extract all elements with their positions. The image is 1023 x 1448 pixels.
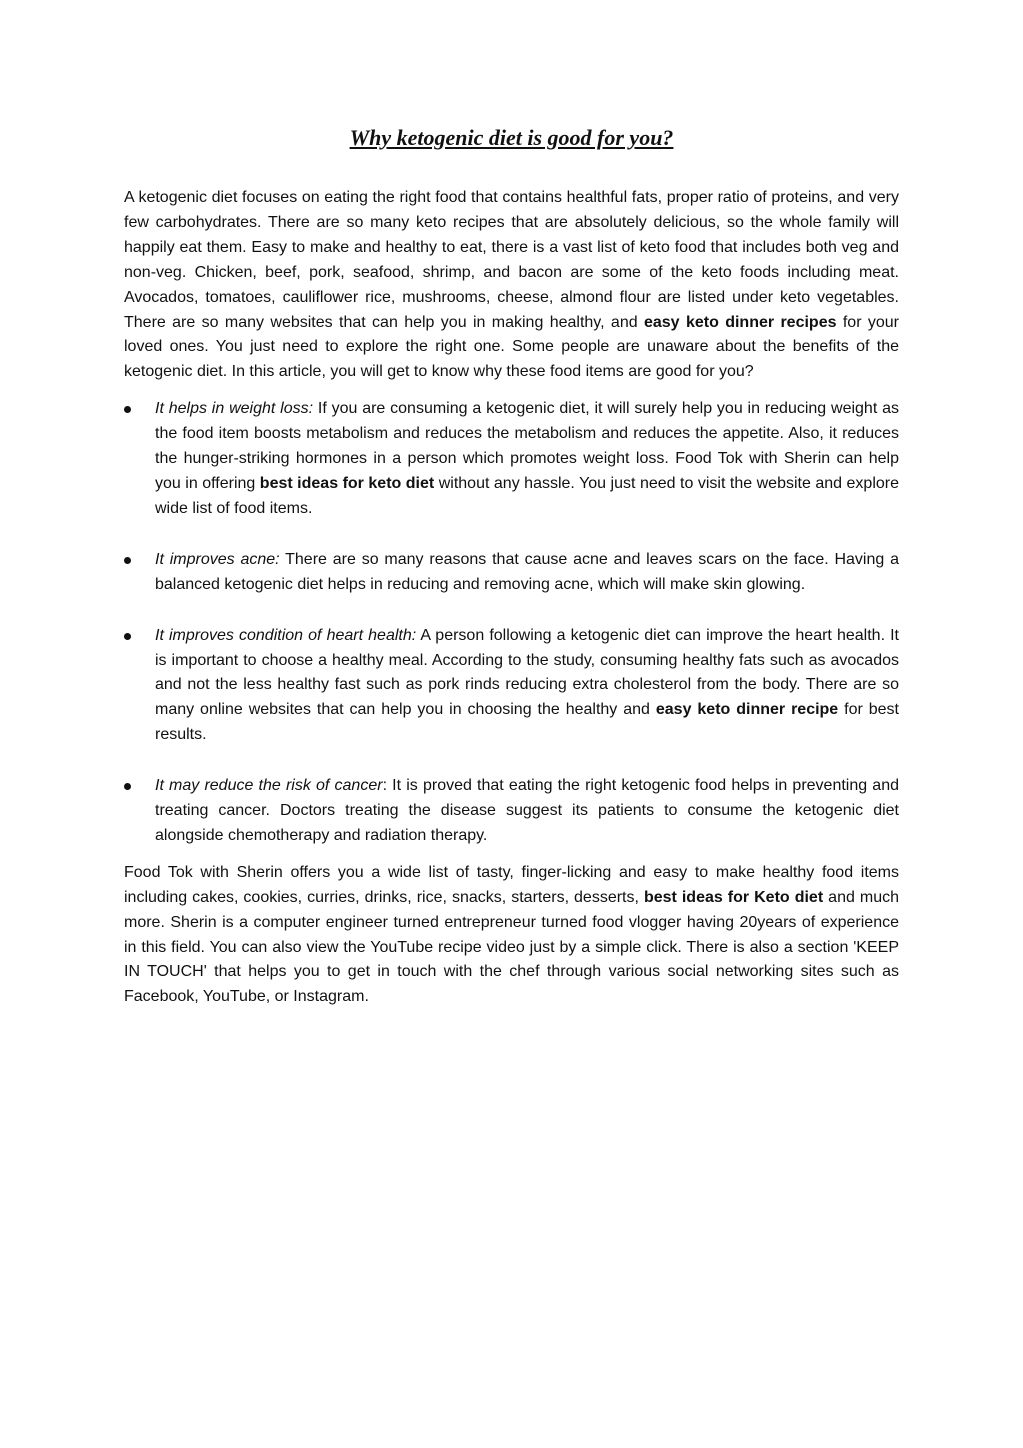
benefits-list — [124, 397, 899, 849]
closing-bold-phrase: best ideas for Keto diet — [643, 888, 824, 906]
point-heading: It improves condition of heart health: — [155, 626, 417, 644]
list-item — [124, 774, 899, 849]
bullet-icon — [124, 783, 131, 790]
point-text-1: : It is proved that eating the right ketogenic food helps in preventing and treating cancer. Doctors treating the disease suggest its patients to consume the ketogenic diet alongside chemotherapy and radiation therapy. — [155, 777, 900, 844]
bullet-icon — [124, 557, 131, 564]
closing-paragraph — [124, 861, 899, 1010]
point-text-1: There are so many reasons that cause acne and leaves scars on the face. Having a balanced ketogenic diet helps in reducing and removing acne, which will make skin glowing. — [155, 550, 900, 593]
list-item — [124, 548, 899, 598]
point-text-2: for best results. — [155, 701, 900, 744]
intro-text-1: A ketogenic diet focuses on eating the right food that contains healthful fats, proper ratio of proteins, and very few carbohydrates. There are so many keto recipes that are absolutely delicious, so the whole family will happily eat them. Easy to make and healthy to eat, there is a vast list of keto food that includes both veg and non-veg. Chicken, beef, pork, seafood, shrimp, and bacon are some of the keto foods including meat. Avocados, tomatoes, cauliflower rice, mushrooms, cheese, almond flour are listed under keto vegetables. There are so many websites that can help you in making healthy, and — [124, 189, 899, 331]
list-item — [124, 397, 899, 522]
point-heading: It may reduce the risk of cancer — [155, 777, 383, 795]
bullet-icon — [124, 633, 131, 640]
point-text-2: without any hassle. You just need to visit the website and explore wide list of food items. — [155, 474, 900, 517]
point-heading: It improves acne: — [155, 550, 280, 568]
intro-bold-phrase: easy keto dinner recipes — [643, 313, 837, 331]
point-bold-phrase: easy keto dinner recipe — [655, 701, 839, 719]
closing-text-1: Food Tok with Sherin offers you a wide list of tasty, finger-licking and easy to make healthy food items including cakes, cookies, curries, drinks, rice, snacks, starters, desserts, — [124, 863, 899, 906]
closing-text-2: and much more. Sherin is a computer engineer turned entrepreneur turned food vlogger having 20years of experience in this field. You can also view the YouTube recipe video just by a simple click. There is also a section 'KEEP IN TOUCH' that helps you to get in touch with the chef through various social networking sites such as Facebook, YouTube, or Instagram. — [124, 888, 900, 1006]
list-item — [124, 624, 899, 749]
point-heading: It helps in weight loss: — [155, 400, 314, 418]
point-bold-phrase: best ideas for keto diet — [259, 474, 435, 492]
point-text-1: If you are consuming a ketogenic diet, it will surely help you in reducing weight as the food item boosts metabolism and reduces the metabolism and reduces the appetite. Also, it reduces the hunger-striking hormones in a person which promotes weight loss. Food Tok with Sherin can help you in offering — [155, 400, 899, 492]
document-title: Why ketogenic diet is good for you? — [349, 125, 674, 150]
intro-paragraph — [124, 186, 899, 385]
point-text-1: A person following a ketogenic diet can improve the heart health. It is important to choose a healthy meal. According to the study, consuming healthy fats such as avocados and not the less healthy fast such as pork rinds reducing extra cholesterol from the body. There are so many online websites that can help you in choosing the healthy and — [155, 626, 900, 719]
intro-text-2: for your loved ones. You just need to explore the right one. Some people are unaware about the benefits of the ketogenic diet. In this article, you will get to know why these food items are good for you? — [124, 313, 899, 381]
bullet-icon — [124, 406, 131, 413]
